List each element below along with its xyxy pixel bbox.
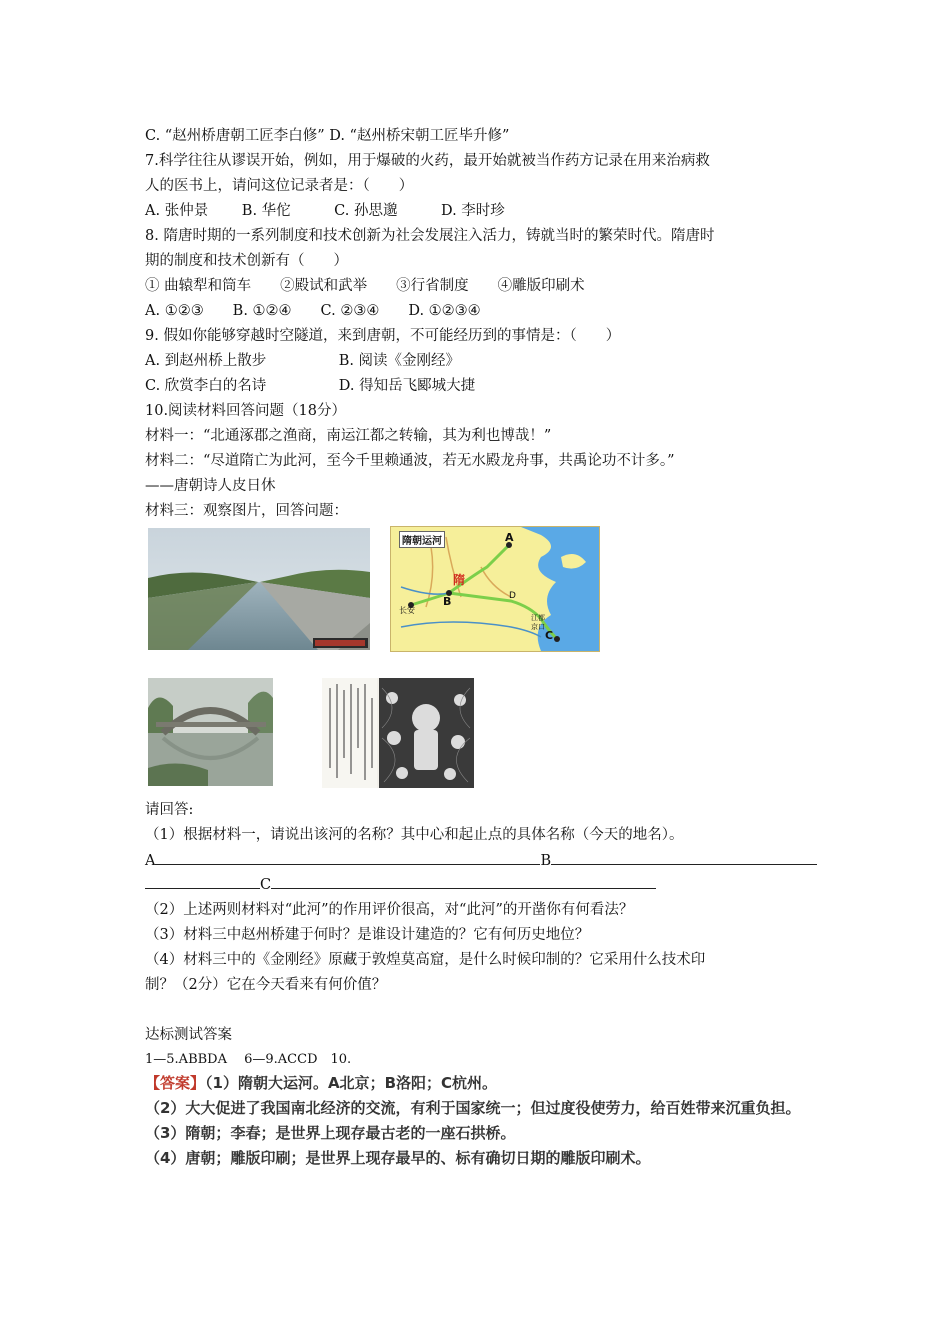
answer-section-title: 达标测试答案	[145, 1027, 232, 1043]
material-3: 材料三：观察图片，回答问题：	[145, 503, 348, 519]
blank-b-continued[interactable]	[145, 874, 260, 889]
blank-row-c	[145, 874, 656, 895]
map-marker-b: B	[443, 595, 452, 608]
please-answer: 请回答:	[145, 802, 194, 818]
material-2: 材料二：“尽道隋亡为此河，至今千里赖通波，若无水殿龙舟事，共禹论功不计多。”	[145, 453, 675, 469]
q7-stem-2: 人的医书上，请问这位记录者是：（ ）	[145, 178, 414, 194]
blank-label-c: C	[260, 877, 272, 893]
material-1: 材料一：“北通涿郡之渔商，南运江都之转输，其为利也博哉！”	[145, 428, 552, 444]
zhaozhou-bridge-photo	[148, 678, 273, 786]
answer-1-text: （1）隋朝大运河。A北京；B洛阳；C杭州。	[205, 1074, 498, 1092]
q6-options-cd: C. “赵州桥唐朝工匠李白修” D. “赵州桥宋朝工匠毕升修”	[145, 128, 510, 144]
q8-stem-2: 期的制度和技术创新有（ ）	[145, 253, 348, 269]
part-4-line-2: 制？（2分）它在今天看来有何价值？	[145, 977, 387, 993]
q9-options-cd: C. 欣赏李白的名诗 D. 得知岳飞郾城大捷	[145, 378, 476, 394]
canal-photo	[148, 528, 370, 650]
q9-stem: 9. 假如你能够穿越时空隧道，来到唐朝，不可能经历到的事情是：（ ）	[145, 328, 621, 344]
q10-title: 10.阅读材料回答问题（18分）	[145, 403, 347, 419]
map-label-changan: 长安	[399, 606, 415, 615]
blank-c[interactable]	[271, 874, 656, 889]
blank-label-a: A	[145, 853, 156, 869]
answer-keys: 1—5.ABBDA 6—9.ACCD 10.	[145, 1052, 352, 1067]
q7-stem-1: 7.科学往往从谬误开始，例如，用于爆破的火药，最开始就被当作药方记录在用来治病救	[145, 153, 710, 169]
part-2: （2）上述两则材料对“此河”的作用评价很高，对“此河”的开凿你有何看法？	[145, 902, 634, 918]
map-label-jiangdu: 江都	[531, 614, 545, 622]
answer-2: （2）大大促进了我国南北经济的交流，有利于国家统一；但过度役使劳力，给百姓带来沉重负担。	[145, 1099, 801, 1117]
material-2-source: ——唐朝诗人皮日休	[145, 478, 276, 494]
blank-label-b: B	[540, 853, 552, 869]
sui-canal-map	[390, 526, 600, 652]
map-label-sui: 隋	[453, 573, 466, 587]
map-marker-c: C	[545, 629, 554, 642]
answer-4: （4）唐朝；雕版印刷；是世界上现存最早的、标有确切日期的雕版印刷术。	[145, 1149, 651, 1167]
part-1: （1）根据材料一，请说出该河的名称？其中心和起止点的具体名称（今天的地名）。	[145, 827, 684, 843]
answer-tag: 【答案】	[145, 1074, 206, 1092]
q8-stem-1: 8. 隋唐时期的一系列制度和技术创新为社会发展注入活力，铸就当时的繁荣时代。隋唐时	[145, 228, 715, 244]
blank-b[interactable]	[551, 850, 817, 865]
blank-a[interactable]	[155, 850, 540, 865]
diamond-sutra-image	[322, 678, 474, 788]
answer-1	[145, 1073, 497, 1093]
map-marker-d: D	[509, 591, 516, 601]
map-title: 隋朝运河	[399, 531, 445, 548]
q9-options-ab: A. 到赵州桥上散步 B. 阅读《金刚经》	[145, 353, 461, 369]
part-4-line-1: （4）材料三中的《金刚经》原藏于敦煌莫高窟，是什么时候印制的？它采用什么技术印	[145, 952, 706, 968]
q8-items: ① 曲辕犁和筒车 ②殿试和武举 ③行省制度 ④雕版印刷术	[145, 278, 585, 294]
answer-3: （3）隋朝；李春；是世界上现存最古老的一座石拱桥。	[145, 1124, 516, 1142]
map-label-jingkou: 京口	[531, 623, 545, 631]
q8-options: A. ①②③ B. ①②④ C. ②③④ D. ①②③④	[145, 303, 481, 319]
q7-options: A. 张仲景 B. 华佗 C. 孙思邈 D. 李时珍	[145, 203, 505, 219]
blank-row-ab	[145, 850, 817, 871]
part-3: （3）材料三中赵州桥建于何时？是谁设计建造的？它有何历史地位？	[145, 927, 590, 943]
map-marker-a: A	[505, 531, 514, 544]
